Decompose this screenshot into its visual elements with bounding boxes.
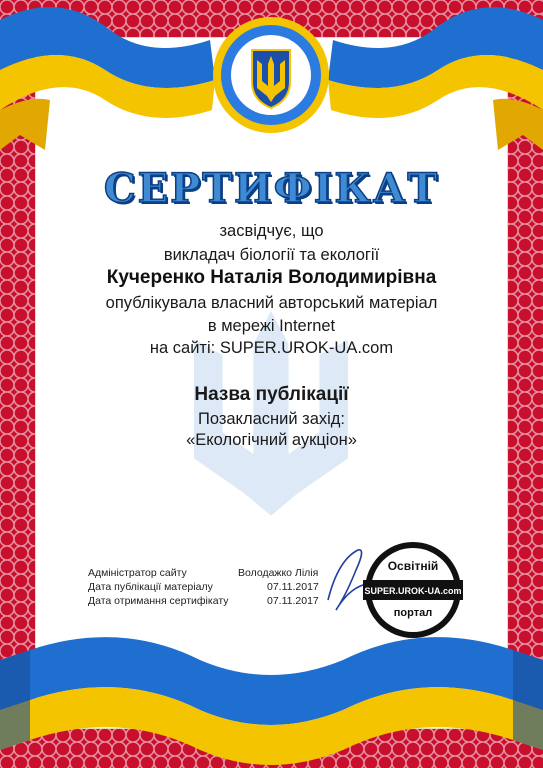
recipient-name: Кучеренко Наталія Володимирівна xyxy=(106,267,437,288)
publication-line2: «Екологічний аукціон» xyxy=(186,431,357,449)
certificate-title: СЕРТИФІКАТ xyxy=(103,165,440,212)
line-certifies: засвідчує, що xyxy=(219,222,324,240)
ribbon-top-left xyxy=(0,0,240,150)
publication-heading: Назва публікації xyxy=(194,384,349,405)
cert-date-value: 07.11.2017 xyxy=(267,595,319,607)
line-site: на сайті: SUPER.UROK-UA.com xyxy=(149,339,394,357)
admin-value: Володажко Лілія xyxy=(238,567,319,579)
admin-label: Адміністратор сайту xyxy=(88,567,187,579)
seal-top-text: Освітній xyxy=(387,559,439,573)
seal-bottom-text: портал xyxy=(393,607,433,619)
pub-date-value: 07.11.2017 xyxy=(267,581,319,593)
ribbon-bottom xyxy=(0,620,543,768)
line-position: викладач біології та екології xyxy=(163,246,380,264)
publication-line1: Позакласний захід: xyxy=(197,410,346,428)
cert-date-label: Дата отримання сертифікату xyxy=(88,595,229,607)
ribbon-top-right xyxy=(303,0,543,150)
seal-middle-text: SUPER.UROK-UA.com xyxy=(364,586,462,596)
line-published: опублікувала власний авторський матеріал xyxy=(105,294,438,312)
pub-date-label: Дата публікації матеріалу xyxy=(88,581,213,593)
coat-of-arms-emblem xyxy=(210,14,332,136)
line-internet: в мережі Internet xyxy=(207,317,336,335)
